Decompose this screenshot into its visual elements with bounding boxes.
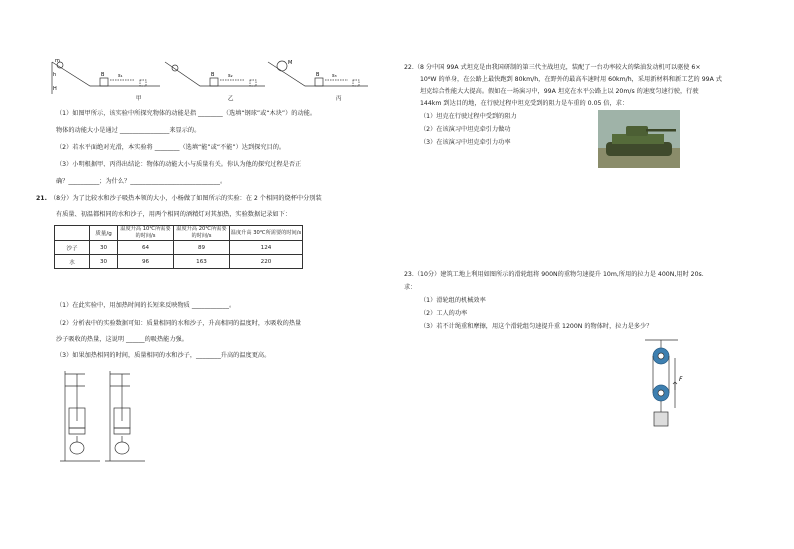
figure-jia	[52, 62, 160, 94]
table-cell: 96	[118, 255, 174, 269]
q20-part3: （3）小明根据甲、丙得出结论：物体的动能大小与质量有关。你认为他的探究过程是否正	[56, 161, 302, 168]
q22-line2: 10⁶W 的单身，在公路上最快跑到 80km/h，在野外的最高车速时用 60km/h，采用新材料和新工艺的 99A 式	[420, 76, 722, 83]
q20-part1b: 物体的动能大小是通过 ________________来显示的。	[56, 127, 201, 134]
svg-text:s₁: s₁	[118, 73, 123, 79]
q22-line4: 144km 到达目的地，在行驶过程中坦克受到的阻力是车重的 0.05 倍，求：	[420, 100, 629, 107]
q22-part3: （3）在该演习中坦克牵引力功率	[420, 139, 511, 146]
svg-text:s₂: s₂	[228, 73, 233, 79]
q20-part1: （1）如图甲所示，该实验中所探究物体的动能是指 ________（选填“钢球”或“木块”）的动能。	[56, 110, 317, 117]
table-cell: 30	[90, 241, 118, 255]
q23-line1: 23.（10分）建筑工地上利用如图所示的滑轮组将 900N的重物匀速提升 10m,所用的拉力是 400N,用时 20s.	[404, 271, 704, 278]
table-cell: 124	[230, 241, 303, 255]
table-cell: 89	[174, 241, 230, 255]
figure-ramps	[50, 56, 370, 106]
svg-text:h: h	[53, 72, 57, 78]
svg-text:s₃: s₃	[332, 73, 337, 79]
table-header-cell: 温度升高 20℃所需要的时间/s	[174, 226, 230, 241]
table-header-row	[55, 226, 303, 241]
table-cell: 220	[230, 255, 303, 269]
q22-part2: （2）在该演习中坦克牵引力做功	[420, 126, 511, 133]
fig-label-bing: 丙	[336, 96, 342, 102]
svg-text:B: B	[211, 72, 215, 78]
table-cell: 水	[55, 255, 90, 269]
force-label: F	[679, 376, 683, 383]
q22-part1: （1）坦克在行驶过程中受到的阻力	[420, 113, 517, 120]
pulley-figure	[640, 338, 690, 430]
svg-text:B: B	[316, 72, 320, 78]
q21-part2: （2）分析表中的实验数据可知：质量相同的水和沙子，升高相同的温度时，水吸收的热量	[56, 320, 302, 327]
svg-text:M: M	[288, 60, 293, 66]
q23-part2: （2）工人的功率	[420, 310, 468, 317]
fig-label-jia: 甲	[136, 96, 142, 102]
q23-part1: （1）滑轮组的机械效率	[420, 297, 486, 304]
table-row	[55, 255, 303, 269]
table-header-cell: 质量/g	[90, 226, 118, 241]
table-cell: 30	[90, 255, 118, 269]
figure-yi	[165, 62, 265, 86]
q22-line3: 坦克综合性能大大提高。假如在一场演习中，99A 坦克在水平公路上以 20m/s 的速度匀速行驶，行驶	[420, 88, 699, 95]
q23-line1b: 求：	[404, 284, 417, 291]
table-header-cell	[55, 226, 90, 241]
q20-part2: （2）若水平面绝对光滑，本实验将 ________（选填“能”或“不能”）达到探究目的。	[56, 144, 286, 151]
q21-intro: （8分）为了比较水和沙子吸热本领的大小，小杨做了如图所示的实验：在 2 个相同的烧杯中分别装	[50, 195, 322, 202]
q21-number: 21.	[36, 195, 47, 202]
table-row	[55, 241, 303, 255]
table-cell: 沙子	[55, 241, 90, 255]
q21-part3: （3）如果加热相同的时间，质量相同的水和沙子，________升高的温度更高。	[56, 352, 271, 359]
q21-part1: （1）在此实验中，用加热时间的长短来反映物质 ____________。	[56, 302, 236, 309]
svg-text:m: m	[55, 58, 60, 64]
q22-line1: 22.（8 分中国 99A 式坦克是由我国研制的第三代主战坦克，装配了一台功率较大的柴油发动机可以驱使 6×	[404, 64, 701, 71]
table-cell: 163	[174, 255, 230, 269]
q21-intro-b: 有质量、初温都相同的水和沙子，用两个相同的酒精灯对其加热，实验数据记录如下：	[56, 211, 292, 218]
q23-part3: （3）若不计绳重和摩擦，用这个滑轮组匀速提升重 1200N 的物体时，拉力是多少？	[420, 323, 653, 330]
heating-apparatus-figure	[55, 366, 150, 466]
table-cell: 64	[118, 241, 174, 255]
fig-label-yi: 乙	[228, 96, 234, 102]
table-header-cell: 温度升高 30℃所需要的时间/s	[230, 226, 303, 241]
svg-text:B: B	[101, 72, 105, 78]
table-header-cell: 温度升高 10℃所需要的时间/s	[118, 226, 174, 241]
data-table	[54, 225, 303, 269]
tank-photo	[598, 110, 680, 168]
q21-part2b: 沙子吸收的热量，这说明 ______的吸热能力强。	[56, 336, 188, 343]
svg-text:H: H	[53, 86, 57, 92]
q20-part3b: 确？__________；为什么？_____________________________。	[56, 178, 227, 185]
